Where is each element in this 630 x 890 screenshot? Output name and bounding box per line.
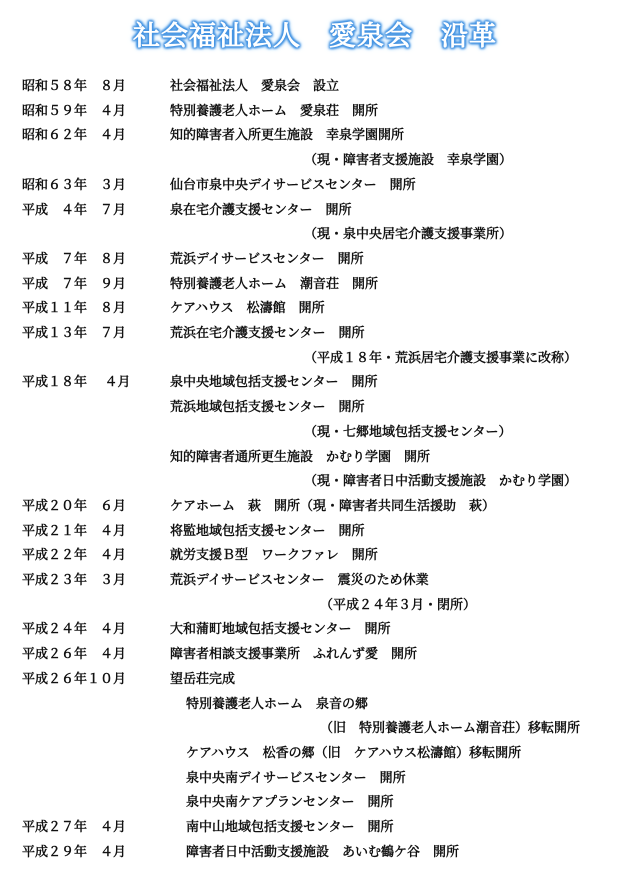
history-entry: [0, 396, 630, 420]
history-entry: [0, 421, 630, 445]
history-entry: [0, 322, 630, 346]
entry-date: 平成２９年 ４月: [22, 844, 127, 860]
history-entry: [0, 816, 630, 840]
history-entry: [0, 297, 630, 321]
entry-date: 平成 ７年 ８月: [22, 251, 127, 267]
history-entry: [0, 841, 630, 865]
entry-text: 特別養護老人ホーム 愛泉荘 開所: [170, 103, 379, 119]
history-entry: [0, 124, 630, 148]
entry-text: 荒浜地域包括支援センター 開所: [170, 400, 365, 416]
entry-date: 昭和５９年 ４月: [22, 103, 127, 119]
history-entry: [0, 470, 630, 494]
history-entry: [0, 223, 630, 247]
history-entry: [0, 767, 630, 791]
entry-text: 泉在宅介護支援センター 開所: [170, 202, 352, 218]
entry-text: 特別養護老人ホーム 潮音荘 開所: [170, 276, 379, 292]
entry-date: 平成２４年 ４月: [22, 622, 127, 638]
entry-text: （平成２４年３月・閉所）: [320, 597, 477, 613]
entry-date: 昭和６３年 ３月: [22, 177, 127, 193]
entry-text: 就労支援Ｂ型 ワークファレ 開所: [170, 548, 378, 564]
entry-text: 特別養護老人ホーム 泉音の郷: [186, 696, 369, 712]
entry-text: 将監地域包括支援センター 開所: [170, 523, 365, 539]
entry-date: 平成１１年 ８月: [22, 301, 127, 317]
entry-text: 荒浜在宅介護支援センター 開所: [170, 326, 365, 341]
entry-text: 知的障害者通所更生施設 かむり学園 開所: [170, 449, 431, 465]
history-entry: [0, 495, 630, 519]
entry-date: 平成２６年１０月: [22, 671, 127, 687]
entry-text: （現・七郷地域包括支援センター）: [304, 424, 512, 440]
history-entry: [0, 544, 630, 568]
entry-text: 泉中央南デイサービスセンター 開所: [186, 770, 406, 786]
history-entry: [0, 643, 630, 667]
entry-date: 平成２１年 ４月: [22, 523, 127, 539]
history-entry: [0, 791, 630, 815]
entry-text: 泉中央南ケアプランセンター 開所: [186, 795, 394, 811]
entry-date: 平成２７年 ４月: [22, 820, 127, 835]
page-title: 社会福祉法人 愛泉会 沿革: [133, 21, 497, 52]
entry-text: ケアハウス 松濤館 開所: [170, 301, 325, 317]
history-entry: [0, 347, 630, 371]
entry-text: 大和蒲町地域包括支援センター 開所: [170, 622, 391, 638]
entry-date: 平成１３年 ７月: [22, 326, 127, 341]
entry-text: （平成１８年・荒浜居宅介護支援事業に改称）: [304, 350, 578, 366]
entry-text: ケアハウス 松香の郷（旧 ケアハウス松濤館）移転開所: [186, 745, 522, 761]
history-entry: [0, 149, 630, 173]
entry-date: 昭和６２年 ４月: [22, 128, 127, 144]
entry-text: （現・障害者日中活動支援施設 かむり学園）: [304, 474, 578, 490]
entry-text: 荒浜デイサービスセンター 震災のため休業: [170, 573, 429, 588]
history-entry: [0, 520, 630, 544]
entry-text: （旧 特別養護老人ホーム潮音荘）移転開所: [320, 721, 581, 737]
entry-text: （現・泉中央居宅介護支援事業所）: [304, 227, 513, 243]
entry-text: ケアホーム 萩 開所（現・障害者共同生活援助 萩）: [170, 498, 496, 514]
entry-date: 平成２２年 ４月: [22, 548, 127, 564]
entry-date: 平成２６年 ４月: [22, 647, 127, 663]
entry-text: 仙台市泉中央デイサービスセンター 開所: [170, 177, 416, 193]
entry-text: 障害者日中活動支援施設 あいむ鶴ケ谷 開所: [186, 844, 460, 860]
entry-text: 荒浜デイサービスセンター 開所: [170, 251, 364, 267]
history-entry: [0, 100, 630, 124]
entry-date: 平成２３年 ３月: [22, 573, 127, 588]
history-entry: [0, 668, 630, 692]
history-entry: [0, 248, 630, 272]
entry-text: （現・障害者支援施設 幸泉学園）: [304, 153, 513, 169]
history-entry: [0, 174, 630, 198]
entry-text: 社会福祉法人 愛泉会 設立: [170, 79, 340, 94]
history-entry: [0, 594, 630, 618]
entry-date: 平成 ７年 ９月: [22, 276, 127, 292]
entry-text: 泉中央地域包括支援センター 開所: [170, 375, 378, 391]
history-entry: [0, 273, 630, 297]
entry-date: 平成２０年 ６月: [22, 498, 127, 514]
history-entry: [0, 717, 630, 741]
history-entry: [0, 75, 630, 99]
entry-text: 南中山地域包括支援センター 開所: [186, 820, 394, 835]
history-entry: [0, 693, 630, 717]
entry-text: 望岳荘完成: [170, 671, 236, 687]
entry-date: 昭和５８年 ８月: [22, 79, 127, 94]
history-entry: [0, 742, 630, 766]
entry-text: 障害者相談支援事業所 ふれんず愛 開所: [170, 647, 418, 663]
entry-date: 平成１８年 ４月: [22, 375, 131, 391]
history-entry: [0, 618, 630, 642]
history-entry: [0, 446, 630, 470]
entry-date: 平成 ４年 ７月: [22, 202, 127, 218]
history-entry: [0, 569, 630, 593]
entry-text: 知的障害者入所更生施設 幸泉学園開所: [170, 128, 405, 144]
history-entry: [0, 371, 630, 395]
history-entry: [0, 199, 630, 223]
